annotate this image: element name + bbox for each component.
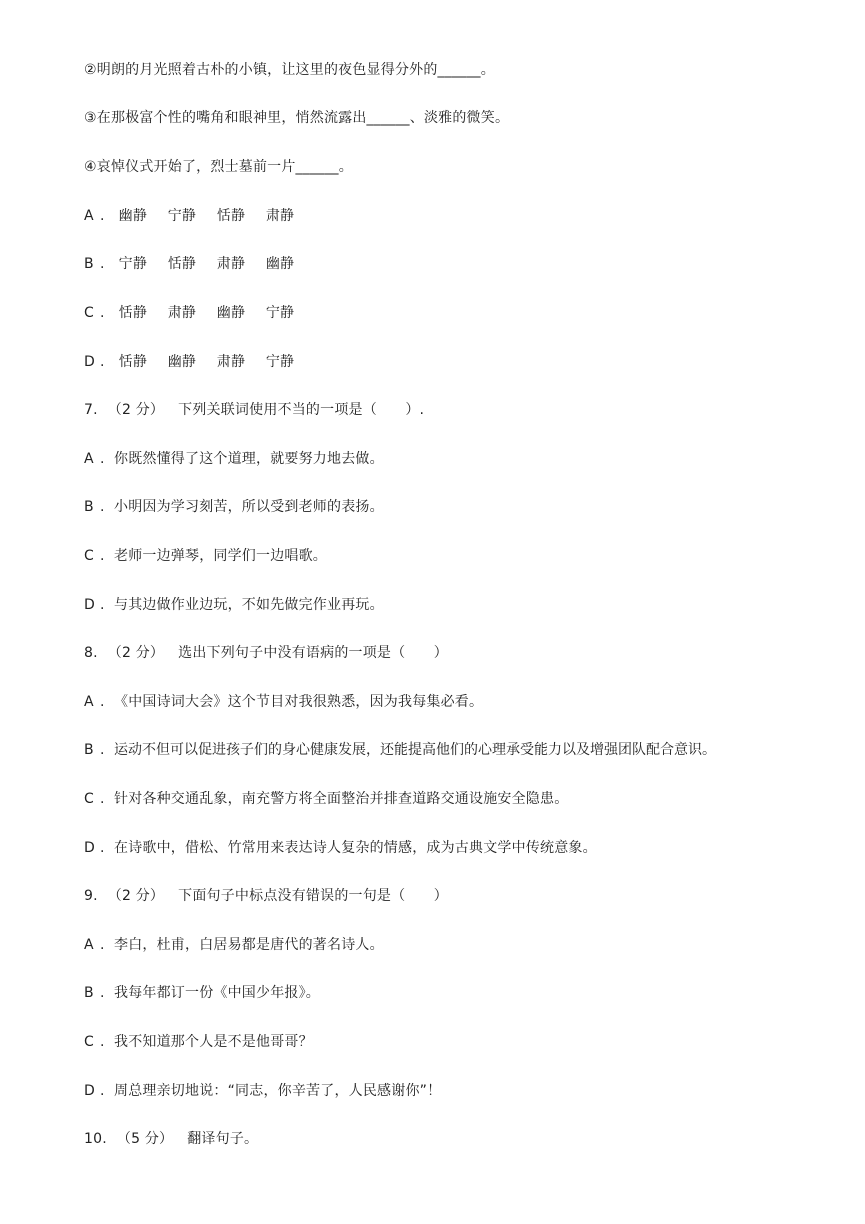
q9-option-a: A . 李白，杜甫，白居易都是唐代的著名诗人。 [84, 937, 384, 953]
question-stem: 下面句子中标点没有错误的一句是（ ） [178, 888, 448, 904]
q6-option-a: A . 幽静 宁静 恬静 肃静 [84, 208, 295, 224]
question-score: （2 分） [107, 645, 165, 661]
q8-option-b: B . 运动不但可以促进孩子们的身心健康发展，还能提高他们的心理承受能力以及增强团队配合意识。 [84, 742, 716, 758]
q9-option-d: D . 周总理亲切地说：“同志，你辛苦了，人民感谢你”！ [84, 1083, 442, 1099]
option-letter: A [84, 208, 94, 224]
sentence-4: ④哀悼仪式开始了，烈士墓前一片______。 [84, 159, 353, 175]
option-word: 宁静 [265, 354, 295, 370]
option-letter: B [84, 985, 94, 1001]
question-9 [84, 886, 448, 906]
option-word: 幽静 [216, 305, 246, 321]
option-text: 老师一边弹琴，同学们一边唱歌。 [114, 548, 327, 564]
option-word: 肃静 [167, 305, 197, 321]
q7-option-b: B . 小明因为学习刻苦，所以受到老师的表扬。 [84, 499, 384, 515]
option-word: 肃静 [216, 354, 246, 370]
question-score: （5 分） [116, 1131, 174, 1147]
q9-option-b: B . 我每年都订一份《中国少年报》。 [84, 985, 320, 1001]
option-text: 在诗歌中，借松、竹常用来表达诗人复杂的情感，成为古典文学中传统意象。 [114, 840, 597, 856]
option-word: 恬静 [118, 354, 148, 370]
option-letter: C [84, 548, 94, 564]
q8-option-a: A . 《中国诗词大会》这个节目对我很熟悉，因为我每集必看。 [84, 694, 484, 710]
question-number: 10. [84, 1131, 107, 1147]
option-text: 《中国诗词大会》这个节目对我很熟悉，因为我每集必看。 [114, 694, 484, 710]
option-word: 肃静 [265, 208, 295, 224]
q6-option-d: D . 恬静 幽静 肃静 宁静 [84, 354, 295, 370]
option-letter: C [84, 791, 94, 807]
question-8 [84, 643, 448, 663]
question-number: 9. [84, 888, 98, 904]
option-text: 周总理亲切地说：“同志，你辛苦了，人民感谢你”！ [114, 1083, 442, 1099]
q7-option-d: D . 与其边做作业边玩，不如先做完作业再玩。 [84, 597, 384, 613]
option-letter: D [84, 354, 95, 370]
sentence-2: ②明朗的月光照着古朴的小镇，让这里的夜色显得分外的______。 [84, 62, 495, 78]
question-stem: 选出下列句子中没有语病的一项是（ ） [178, 645, 448, 661]
option-text: 你既然懂得了这个道理，就要努力地去做。 [114, 451, 384, 467]
question-10 [84, 1129, 258, 1149]
option-letter: B [84, 742, 94, 758]
q9-option-c: C . 我不知道那个人是不是他哥哥？ [84, 1034, 313, 1050]
option-letter: D [84, 840, 95, 856]
option-word: 恬静 [118, 305, 148, 321]
option-word: 幽静 [118, 208, 148, 224]
q7-option-c: C . 老师一边弹琴，同学们一边唱歌。 [84, 548, 327, 564]
question-number: 7. [84, 402, 98, 418]
question-number: 8. [84, 645, 98, 661]
q6-option-b: B . 宁静 恬静 肃静 幽静 [84, 256, 295, 272]
option-letter: C [84, 1034, 94, 1050]
q7-option-a: A . 你既然懂得了这个道理，就要努力地去做。 [84, 451, 384, 467]
option-text: 针对各种交通乱象，南充警方将全面整治并排查道路交通设施安全隐患。 [114, 791, 569, 807]
question-7 [84, 400, 424, 420]
option-letter: A [84, 694, 94, 710]
option-text: 运动不但可以促进孩子们的身心健康发展，还能提高他们的心理承受能力以及增强团队配合意识。 [114, 742, 716, 758]
option-letter: D [84, 1083, 95, 1099]
option-word: 恬静 [216, 208, 246, 224]
option-text: 与其边做作业边玩，不如先做完作业再玩。 [114, 597, 384, 613]
option-word: 宁静 [118, 256, 148, 272]
option-text: 我每年都订一份《中国少年报》。 [114, 985, 320, 1001]
question-stem: 翻译句子。 [187, 1131, 259, 1147]
option-letter: B [84, 499, 94, 515]
option-word: 恬静 [167, 256, 197, 272]
option-text: 李白，杜甫，白居易都是唐代的著名诗人。 [114, 937, 384, 953]
option-word: 幽静 [167, 354, 197, 370]
option-word: 肃静 [216, 256, 246, 272]
q8-option-c: C . 针对各种交通乱象，南充警方将全面整治并排查道路交通设施安全隐患。 [84, 791, 569, 807]
question-score: （2 分） [107, 402, 165, 418]
option-letter: B [84, 256, 94, 272]
q6-option-c: C . 恬静 肃静 幽静 宁静 [84, 305, 295, 321]
option-letter: A [84, 937, 94, 953]
option-letter: D [84, 597, 95, 613]
q8-option-d: D . 在诗歌中，借松、竹常用来表达诗人复杂的情感，成为古典文学中传统意象。 [84, 840, 597, 856]
option-letter: A [84, 451, 94, 467]
question-score: （2 分） [107, 888, 165, 904]
option-word: 宁静 [265, 305, 295, 321]
question-stem: 下列关联词使用不当的一项是（ ）. [178, 402, 425, 418]
option-letter: C [84, 305, 94, 321]
option-word: 幽静 [265, 256, 295, 272]
option-text: 我不知道那个人是不是他哥哥？ [114, 1034, 313, 1050]
option-word: 宁静 [167, 208, 197, 224]
option-text: 小明因为学习刻苦，所以受到老师的表扬。 [114, 499, 384, 515]
sentence-3: ③在那极富个性的嘴角和眼神里，悄然流露出______、淡雅的微笑。 [84, 110, 510, 126]
